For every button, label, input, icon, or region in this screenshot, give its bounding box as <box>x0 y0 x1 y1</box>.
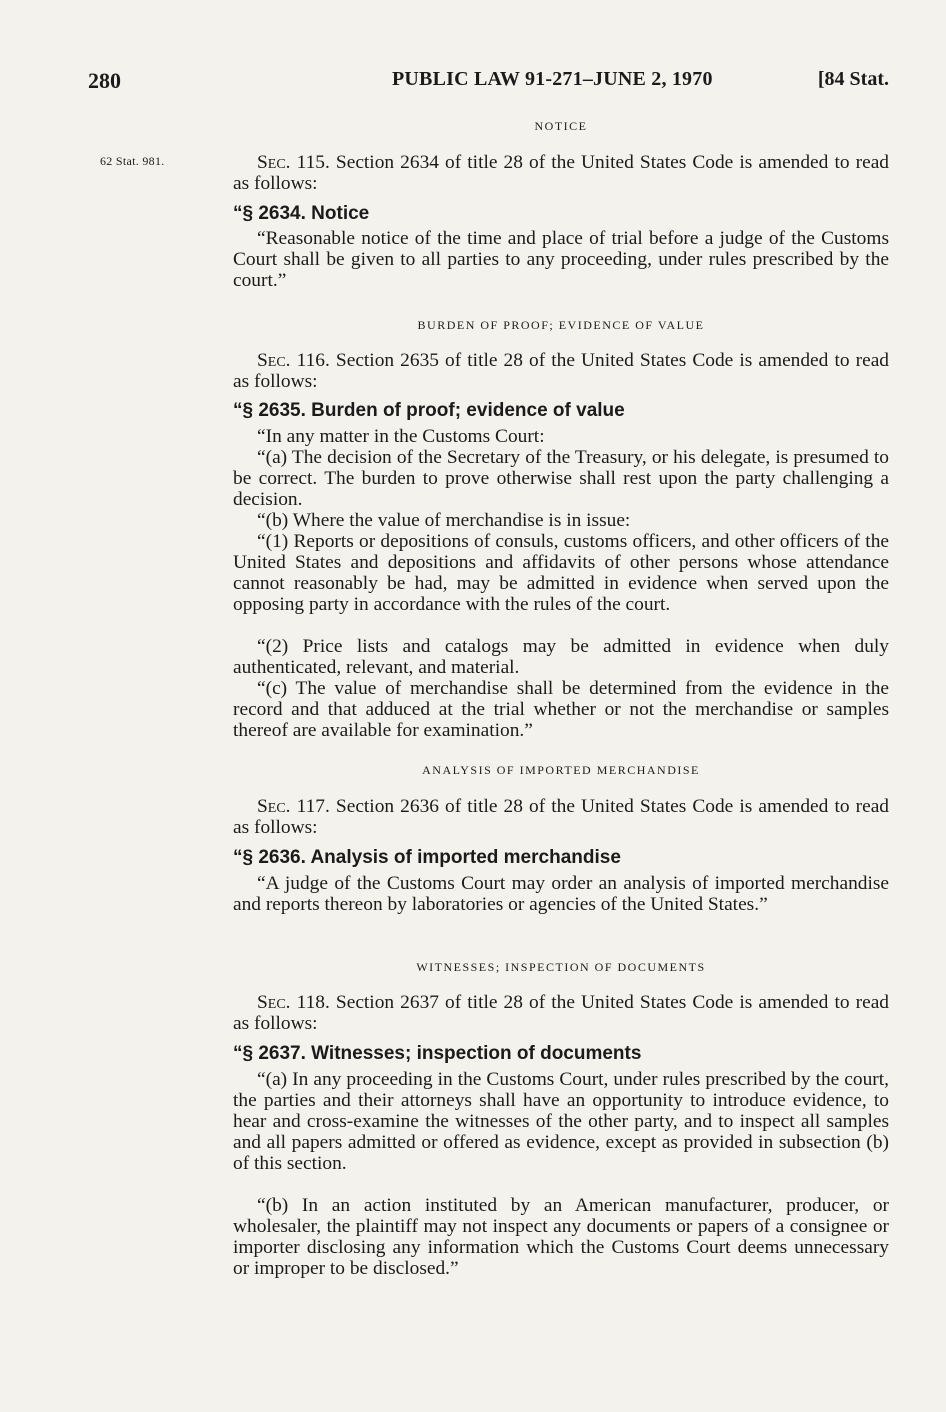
heading-notice: NOTICE <box>534 119 588 133</box>
sec-label: Sec. <box>257 152 291 173</box>
sec-117-text: 117. Section 2636 of title 28 of the United States Code is amended to read as follows: <box>233 796 889 838</box>
heading-analysis: ANALYSIS OF IMPORTED MERCHANDISE <box>422 763 700 777</box>
para-2635-b1: “(1) Reports or depositions of consuls, customs officers, and other officers of the United States and depositions and affidavits of other persons whose attendance cannot reasonably be had, may be admitted in evidence when served upon the opposing party in accordance with the rules of the court. <box>233 531 889 615</box>
code-heading-2637: “§ 2637. Witnesses; inspection of documents <box>233 1043 642 1064</box>
sec-116-text: 116. Section 2635 of title 28 of the United States Code is amended to read as follows: <box>233 350 889 392</box>
para-2637-b: “(b) In an action instituted by an American manufacturer, producer, or wholesaler, the plaintiff may not inspect any documents or papers of a consignee or importer disclosing any information which the Customs Court deems unnecessary or improper to be disclosed.” <box>233 1195 889 1279</box>
statute-reference: [84 Stat. <box>817 68 889 90</box>
sec-118-text: 118. Section 2637 of title 28 of the United States Code is amended to read as follows: <box>233 992 889 1034</box>
para-2636: “A judge of the Customs Court may order an analysis of imported merchandise and reports thereon by laboratories or agencies of the United States.” <box>233 873 889 915</box>
para-2635-intro: “In any matter in the Customs Court: <box>257 426 545 447</box>
running-title: PUBLIC LAW 91-271–JUNE 2, 1970 <box>392 68 713 90</box>
margin-note-62-stat: 62 Stat. 981. <box>100 154 165 168</box>
code-heading-2634: “§ 2634. Notice <box>233 203 370 224</box>
code-heading-2636: “§ 2636. Analysis of imported merchandise <box>233 847 621 868</box>
heading-burden-of-proof: BURDEN OF PROOF; EVIDENCE OF VALUE <box>417 318 705 332</box>
para-2637-a: “(a) In any proceeding in the Customs Court, under rules prescribed by the court, the parties and their attorneys shall have an opportunity to introduce evidence, to hear and cross-examine the witnesses of the other party, and to inspect all samples and all papers admitted or offered as evidence, except as provided in subsection (b) of this section. <box>233 1069 889 1174</box>
sec-label: Sec. <box>257 992 291 1013</box>
para-2635-a: “(a) The decision of the Secretary of the Treasury, or his delegate, is presumed to be correct. The burden to prove otherwise shall rest upon the party challenging a decision. <box>233 447 889 510</box>
sec-label: Sec. <box>257 796 291 817</box>
sec-115-intro <box>233 152 889 194</box>
page-number: 280 <box>88 68 121 93</box>
sec-118-intro <box>233 992 889 1034</box>
code-heading-2635: “§ 2635. Burden of proof; evidence of value <box>233 400 625 421</box>
para-2635-b2: “(2) Price lists and catalogs may be admitted in evidence when duly authenticated, relevant, and material. <box>233 636 889 678</box>
sec-116-intro <box>233 350 889 392</box>
sec-label: Sec. <box>257 350 291 371</box>
para-2635-b: “(b) Where the value of merchandise is in issue: <box>257 510 631 531</box>
sec-117-intro <box>233 796 889 838</box>
para-2635-c: “(c) The value of merchandise shall be determined from the evidence in the record and that adduced at the trial whether or not the merchandise or samples thereof are available for examination.” <box>233 678 889 741</box>
sec-115-text: 115. Section 2634 of title 28 of the United States Code is amended to read as follows: <box>233 152 889 194</box>
heading-witnesses: WITNESSES; INSPECTION OF DOCUMENTS <box>416 960 706 974</box>
para-2634: “Reasonable notice of the time and place of trial before a judge of the Customs Court shall be given to all parties to any proceeding, under rules prescribed by the court.” <box>233 228 889 291</box>
